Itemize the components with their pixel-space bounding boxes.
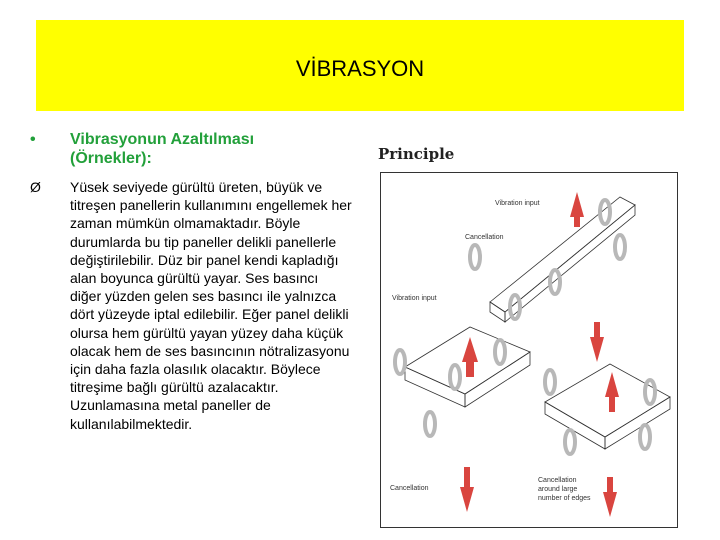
paragraph-text: Yüsek seviyede gürültü üreten, büyük ve titreşen panellerin kullanımını engellemek her zaman mümkün olmamaktadır. Böyle durumlarda bu tip paneller delikli panellerle değiştirilebilir. Düz bir panel kendi kapladığı alan boyunca gürültü yayar. Ses basıncı diğer yüzden gelen ses basıncı ile yalnızca dört yüzeyde iptal edilebilir. Eğer panel delikli olursa hem gürültü yayan yüzey daha küçük olacak hem de ses basıncının nötralizasyonu için daha fazla olasılık olacaktır. Böylece titreşime bağlı gürültü azalacaktır. Uzunlamasına metal paneller de kullanılabilmektedir.	[70, 179, 352, 432]
label-cancellation-edges: Cancellation	[538, 477, 577, 484]
label-cancellation: Cancellation	[390, 485, 429, 492]
figure-border	[381, 173, 678, 528]
bullet-text: Vibrasyonun Azaltılması (Örnekler):	[70, 131, 255, 167]
label-vibration-input: Vibration input	[495, 200, 540, 207]
label-vibration-input: Vibration input	[392, 295, 437, 302]
figure-title: Principle	[378, 145, 455, 163]
bullet-symbol: •	[30, 131, 36, 148]
label-cancellation-edges: number of edges	[538, 495, 591, 502]
label-cancellation: Cancellation	[465, 234, 504, 241]
arrow-bullet-icon: Ø	[30, 179, 41, 195]
slide-title: VİBRASYON	[295, 56, 425, 81]
title-banner	[36, 20, 684, 111]
principle-diagram	[380, 172, 678, 528]
label-cancellation-edges: around large	[538, 486, 578, 493]
